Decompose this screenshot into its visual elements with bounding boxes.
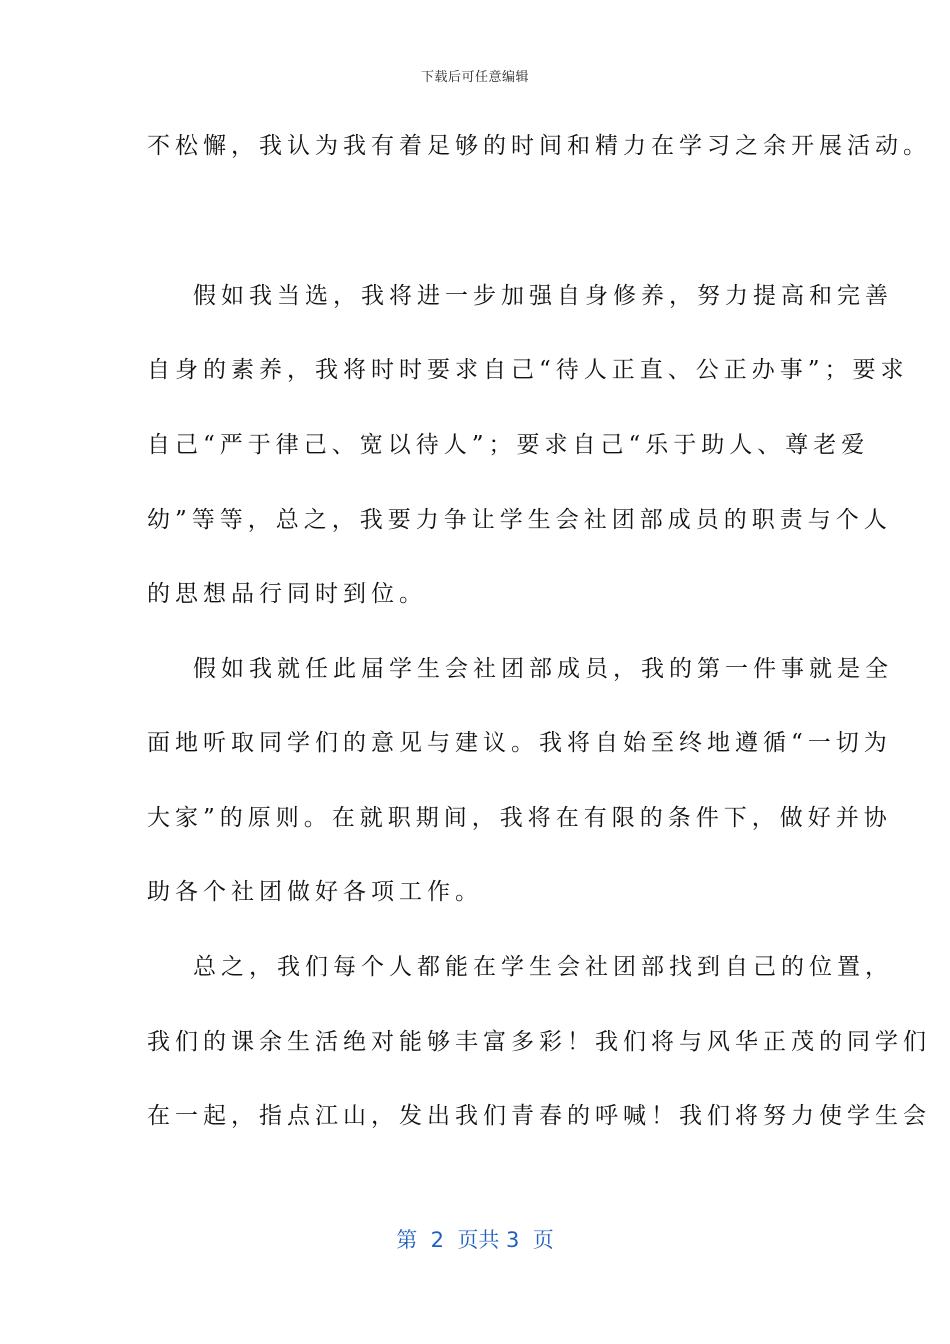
text-line: 自己“严于律己、宽以待人”；要求自己“乐于助人、尊老爱 xyxy=(147,432,870,458)
text-line: 假如我就任此届学生会社团部成员，我的第一件事就是全 xyxy=(193,656,893,682)
text-line: 总之，我们每个人都能在学生会社团部找到自己的位置， xyxy=(193,954,893,980)
header-note: 下载后可任意编辑 xyxy=(420,70,529,85)
text-line: 不松懈，我认为我有着足够的时间和精力在学习之余开展活动。 xyxy=(147,133,931,159)
page-number: 第 2 页共 3 页 xyxy=(396,1228,554,1252)
text-line: 的思想品行同时到位。 xyxy=(147,581,427,607)
text-line: 助各个社团做好各项工作。 xyxy=(147,879,483,905)
text-line: 在一起，指点江山，发出我们青春的呼喊！我们将努力使学生会 xyxy=(147,1103,931,1129)
text-line: 假如我当选，我将进一步加强自身修养，努力提高和完善 xyxy=(193,283,893,309)
text-line: 幼”等等，总之，我要力争让学生会社团部成员的职责与个人 xyxy=(147,507,892,533)
text-line: 面地听取同学们的意见与建议。我将自始至终地遵循“一切为 xyxy=(147,730,892,756)
text-line: 我们的课余生活绝对能够丰富多彩！我们将与风华正茂的同学们 xyxy=(147,1029,931,1055)
text-line: 大家”的原则。在就职期间，我将在有限的条件下，做好并协 xyxy=(147,805,892,831)
text-line: 自身的素养，我将时时要求自己“待人正直、公正办事”；要求 xyxy=(147,357,909,383)
